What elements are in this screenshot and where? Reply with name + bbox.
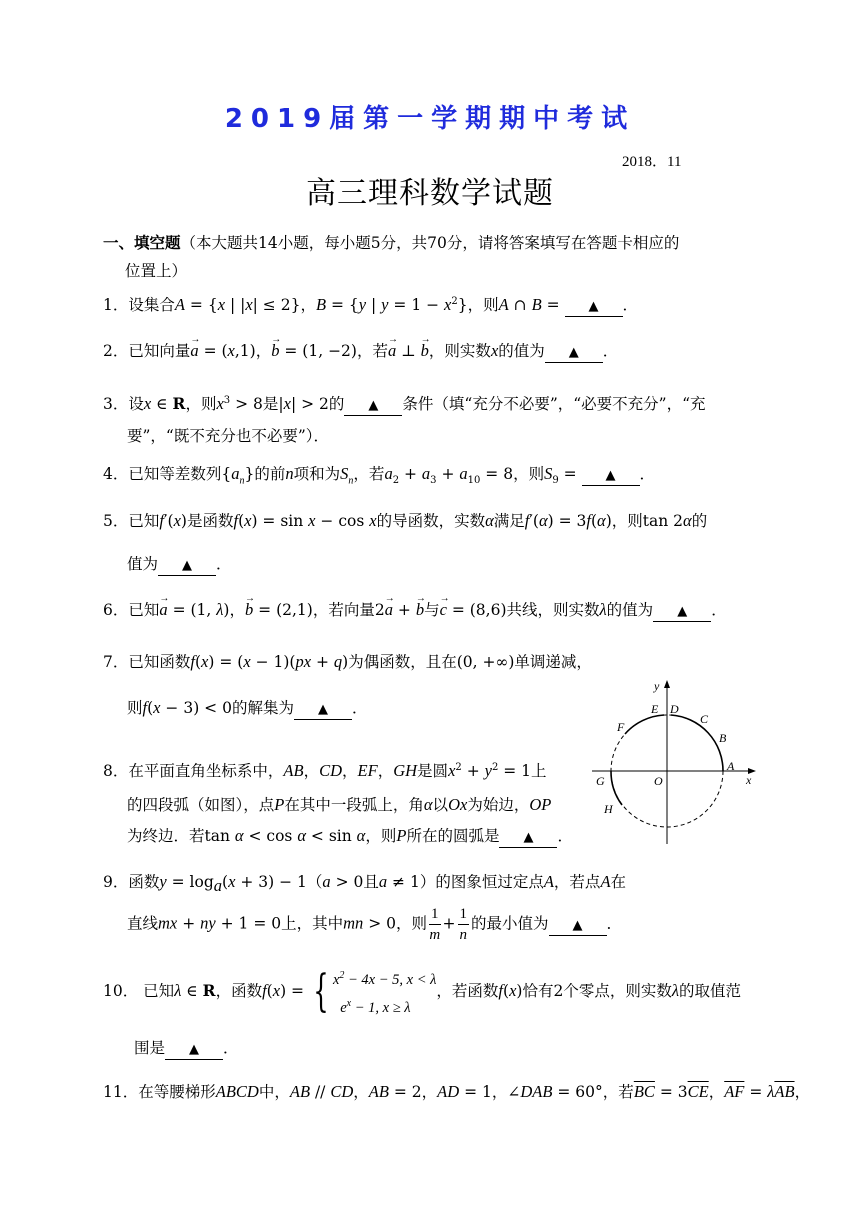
question-5: 5．已知f′(x)是函数f(x) = sin x − cos x的导函数，实数α满足f′(α) = 3f(α)，则tan 2α的 bbox=[103, 511, 708, 530]
y-axis-arrow bbox=[664, 680, 670, 688]
label-h: H bbox=[604, 802, 613, 816]
answer-blank[interactable]: ▲ bbox=[294, 701, 352, 720]
question-9: 9．函数$y = \log_a(x + 3) - 1(a > 0$且a ≠ 1）的图象恒过定点A，若点A在 bbox=[103, 872, 627, 896]
question-2: 2．已知向量→ a = (x,1)，→ b = (1, −2)，若→ a ⊥ → b，则实数x的值为 ▲ ． bbox=[103, 339, 618, 363]
answer-blank[interactable]: ▲ bbox=[165, 1041, 223, 1060]
question-4: 4．已知等差数列$\{a_n\}$的前n项和为$S_n$，若$a_2 + a_3 + a_{10} = 8$，则$S_9$ = ▲ ． bbox=[103, 464, 656, 487]
question-7: 7．已知函数f(x) = (x − 1)(px + q)为偶函数，且在(0, +∞)单调递减， bbox=[103, 652, 592, 671]
question-3: 3．设x ∈ R，则$x^3 > 8$是|x| > 2的 ▲ 条件（填“充分不必要”，“必要不充分”，“充 bbox=[103, 389, 706, 416]
question-10-cont: 围是 ▲ ． bbox=[134, 1036, 239, 1060]
question-8-cont: 的四段弧（如图），点P在其中一段弧上，角α以Ox为始边，OP bbox=[127, 795, 552, 814]
label-b: B bbox=[719, 731, 727, 745]
question-7-cont: 则f(x − 3) < 0的解集为 ▲ ． bbox=[127, 696, 367, 720]
answer-blank[interactable]: ▲ bbox=[565, 298, 623, 317]
label-x: x bbox=[746, 773, 752, 787]
label-g: G bbox=[596, 774, 605, 788]
arc-ab-cd bbox=[671, 715, 723, 771]
label-o: O bbox=[654, 774, 663, 788]
question-6: 6．已知→ a = (1, λ)，→ b = (2,1)，若向量2→ a + → b与→ c = (8,6)共线，则实数λ的值为 ▲ ． bbox=[103, 598, 727, 622]
answer-blank[interactable]: ▲ bbox=[158, 557, 216, 576]
label-c: C bbox=[700, 712, 709, 726]
section-instructions-2: 位置上） bbox=[125, 262, 188, 280]
exam-date: 2018．11 bbox=[622, 154, 682, 170]
section-header bbox=[103, 229, 763, 285]
question-5-cont: 值为 ▲ ． bbox=[127, 552, 232, 576]
unit-circle-figure bbox=[588, 678, 763, 848]
exam-title: 高三理科数学试题 bbox=[306, 176, 554, 211]
answer-blank[interactable]: ▲ bbox=[499, 829, 557, 848]
answer-blank[interactable]: ▲ bbox=[344, 397, 402, 416]
question-8: 8．在平面直角坐标系中，AB，CD，EF，GH是圆$x^2 + y^2 = 1$上 bbox=[103, 761, 547, 781]
answer-blank[interactable]: ▲ bbox=[549, 917, 607, 936]
section-instructions: （本大题共14小题，每小题5分，共70分，请将答案填写在答题卡相应的 bbox=[180, 234, 680, 252]
section-label: 一、填空题 bbox=[103, 234, 181, 252]
question-9-cont: 直线mx + ny + 1 = 0上，其中mn > 0，则 $\frac{1}{m}$ + $\frac{1}{n}$ 的最小值为 ▲ ． bbox=[127, 906, 623, 943]
label-a: A bbox=[727, 759, 735, 773]
label-d: D bbox=[670, 702, 679, 716]
answer-blank[interactable]: ▲ bbox=[582, 467, 640, 486]
label-f: F bbox=[617, 720, 625, 734]
question-1: 1．设集合A = {x | |x| ≤ 2}，B = {y | $y = 1 - x^2$}，则A ∩ B = ▲ ． bbox=[103, 290, 638, 317]
question-3-cont: 要”，“既不充分也不必要”）． bbox=[127, 427, 330, 445]
question-11: 11．在等腰梯形ABCD中，AB // CD，AB = 2，AD = 1，∠DAB = 60°，若$\overline{BC} = 3\overline{CE}$，$\overline{AF} = \lambda\overline{AB}$， bbox=[103, 1082, 811, 1101]
answer-blank[interactable]: ▲ bbox=[545, 344, 603, 363]
arc-ef bbox=[625, 715, 664, 734]
arc-gh bbox=[611, 771, 622, 805]
school-title: 2019届第一学期期中考试 bbox=[224, 104, 636, 134]
label-e: E bbox=[651, 702, 659, 716]
answer-blank[interactable]: ▲ bbox=[653, 603, 711, 622]
question-10: 10． 已知λ ∈ R，函数f(x) = { $x^2 - 4x - 5$, x < λ $e^x - 1$, x ≥ λ，若函数f(x)恰有2个零点，则实数λ的取值范 bbox=[103, 965, 742, 1017]
question-8-cont-2: 为终边．若tan α < cos α < sin α，则P所在的圆弧是 ▲ ． bbox=[127, 824, 573, 848]
label-y: y bbox=[654, 679, 660, 693]
